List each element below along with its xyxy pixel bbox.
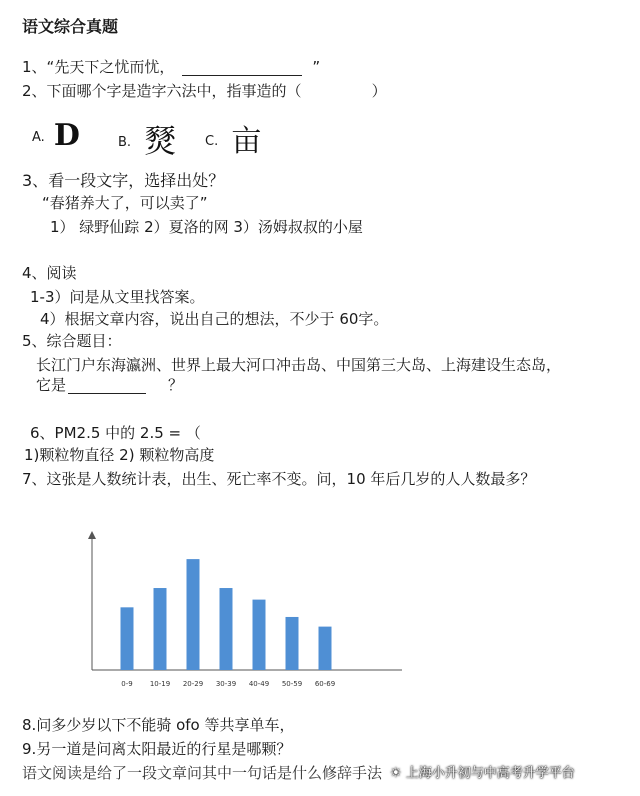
- question-4-text: 阅读: [46, 264, 77, 282]
- bar-30-39: [220, 588, 233, 670]
- question-8: [22, 716, 295, 734]
- question-7-text: 这张是人数统计表，出生、死亡率不变。问，10 年后几岁的人人数最多？: [46, 470, 536, 488]
- question-5-line1: 长江门户东海瀛洲、世界上最大河口冲击岛、中国第三大岛、上海建设生态岛，: [36, 356, 562, 374]
- population-chart-svg: [80, 525, 410, 710]
- tick-label-10-19: 10-19: [149, 680, 171, 688]
- bar-50-59: [286, 617, 299, 670]
- tick-label-20-29: 20-29: [182, 680, 204, 688]
- watermark: [390, 762, 575, 781]
- question-1-close: ”: [312, 58, 321, 76]
- question-9: [22, 740, 291, 758]
- question-7: [22, 470, 535, 488]
- option-b-glyph: 燹: [144, 122, 177, 160]
- tick-label-0-9: 0-9: [121, 680, 133, 688]
- tick-label-40-49: 40-49: [248, 680, 270, 688]
- question-4-label: 4、: [22, 264, 47, 282]
- question-9-text: 另一道是问离太阳最近的行星是哪颗？: [36, 740, 292, 758]
- option-a-glyph: D: [53, 118, 80, 153]
- watermark-text: 上海小升初与中高考升学平台: [405, 766, 575, 781]
- tick-label-60-69: 60-69: [314, 680, 336, 688]
- question-5-end: ？: [168, 376, 184, 394]
- question-6-label: 6、: [30, 424, 55, 442]
- question-1-label: 1、: [22, 58, 47, 76]
- question-1-text: “先天下之忧而忧，: [46, 58, 175, 76]
- page-title: 语文综合真题: [22, 17, 119, 36]
- question-3: [22, 172, 224, 190]
- tick-label-30-39: 30-39: [215, 680, 237, 688]
- question-5-text: 综合题目：: [46, 332, 122, 350]
- wechat-icon: ☀: [390, 766, 402, 781]
- question-4-sub2: 4）根据文章内容，说出自己的想法，不少于 60字。: [40, 310, 389, 328]
- question-8-label: 8.: [22, 716, 37, 734]
- question-1: [22, 58, 320, 76]
- tick-label-50-59: 50-59: [281, 680, 303, 688]
- question-3-text: 看一段文字，选择出处？: [48, 171, 225, 190]
- question-2-text: 下面哪个字是造字六法中，指事造的（: [46, 82, 302, 100]
- option-b: [118, 116, 176, 162]
- question-4-sub1: 1-3）问是从文里找答案。: [30, 288, 205, 306]
- option-a-letter: A.: [32, 130, 45, 145]
- option-b-letter: B.: [118, 135, 132, 150]
- bar-20-29: [187, 559, 200, 670]
- bar-0-9: [121, 607, 134, 670]
- question-5-line2: [36, 376, 183, 394]
- question-7-label: 7、: [22, 470, 47, 488]
- question-2: [22, 82, 387, 100]
- question-4: [22, 264, 77, 282]
- question-10: 语文阅读是给了一段文章问其中一句话是什么修辞手法: [22, 764, 383, 782]
- question-6-text: PM2.5 中的 2.5 = （: [54, 424, 201, 442]
- question-5: [22, 332, 122, 350]
- question-6: [30, 424, 201, 442]
- question-3-quote: “春猪养大了，可以卖了”: [42, 194, 208, 212]
- option-c-letter: C.: [205, 134, 219, 149]
- question-3-choices: 1） 绿野仙踪 2）夏洛的网 3）汤姆叔叔的小屋: [50, 218, 363, 236]
- bar-40-49: [253, 600, 266, 670]
- question-6-choices: 1)颗粒物直径 2) 颗粒物高度: [24, 446, 215, 464]
- answer-blank: [68, 393, 146, 394]
- question-8-text: 问多少岁以下不能骑 ofo 等共享单车，: [36, 716, 295, 734]
- question-9-label: 9.: [22, 740, 37, 758]
- question-3-label: 3、: [22, 171, 49, 190]
- question-2-label: 2、: [22, 82, 47, 100]
- population-chart: [80, 525, 410, 710]
- question-2-close: ）: [371, 82, 387, 100]
- answer-blank: [182, 75, 302, 76]
- question-5-lead: 它是: [36, 376, 67, 394]
- bar-10-19: [154, 588, 167, 670]
- option-a: [32, 118, 80, 153]
- option-c: [205, 116, 261, 160]
- option-c-glyph: 亩: [231, 124, 262, 159]
- question-5-label: 5、: [22, 332, 47, 350]
- bar-60-69: [319, 627, 332, 670]
